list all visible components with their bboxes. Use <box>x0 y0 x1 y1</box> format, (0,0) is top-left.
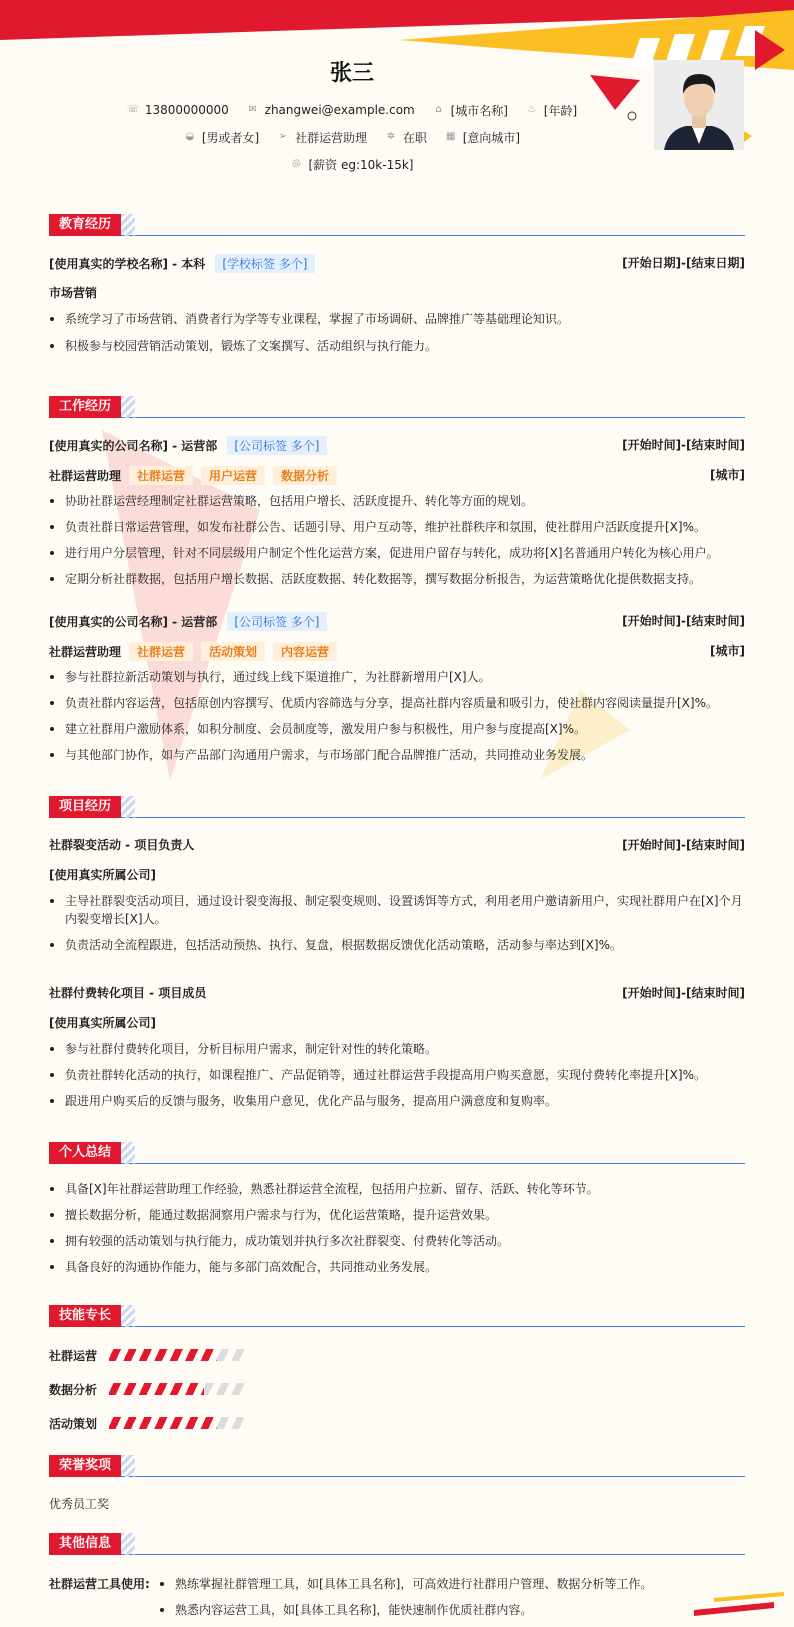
skill-row <box>49 1381 745 1397</box>
skill-name: 活动策划 <box>49 1417 98 1431</box>
section-header <box>49 1455 745 1477</box>
gender-item <box>184 129 259 146</box>
list-item: 参与社群付费转化项目，分析目标用户需求，制定针对性的转化策略。 <box>49 1040 745 1058</box>
honor-text: 优秀员工奖 <box>49 1497 110 1511</box>
list-item: 建立社群用户激励体系，如积分制度、会员制度等，激发用户参与积极性，用户参与度提高[X]%。 <box>49 720 745 738</box>
skills-section <box>49 1305 745 1431</box>
skill-row <box>49 1347 745 1363</box>
contact-row-1 <box>0 101 704 119</box>
section-title: 其他信息 <box>49 1533 121 1555</box>
list-item: 负责活动全流程跟进，包括活动预热、执行、复盘，根据数据反馈优化活动策略，活动参与率达到[X]%。 <box>49 936 745 954</box>
salary-item <box>291 156 414 173</box>
list-item: 擅长数据分析，能通过数据洞察用户需求与行为，优化运营策略，提升运营效果。 <box>49 1206 745 1224</box>
skill-name: 社群运营 <box>49 1349 98 1363</box>
target-city-text: [意向城市] <box>462 130 521 145</box>
age-text: [年龄] <box>543 103 578 118</box>
building-icon: ▦ <box>446 131 456 142</box>
skill-tag: 用户运营 <box>201 466 265 485</box>
list-item: 负责社群内容运营，包括原创内容撰写、优质内容筛选与分享，提高社群内容质量和吸引力，使社群内容阅读量提升[X]%。 <box>49 694 745 712</box>
list-item: 熟悉内容运营工具，如[具体工具名称]，能快速制作优质社群内容。 <box>159 1601 745 1619</box>
list-item: 积极参与校园营销活动策划，锻炼了文案撰写、活动组织与执行能力。 <box>49 337 745 355</box>
home-icon: ⌂ <box>435 104 442 115</box>
project-row <box>49 836 745 853</box>
phone-text: 13800000000 <box>144 103 229 117</box>
project-dates: [开始时间]-[结束时间] <box>622 838 745 852</box>
skill-row <box>49 1415 745 1431</box>
section-header <box>49 796 745 818</box>
other-list <box>159 1575 745 1619</box>
list-item: 负责社群转化活动的执行，如课程推广、产品促销等，通过社群运营手段提高用户购买意愿，实现付费转化率提升[X]%。 <box>49 1066 745 1084</box>
project-list <box>49 1040 745 1110</box>
list-item: 负责社群日常运营管理，如发布社群公告、话题引导、用户互动等，维护社群秩序和氛围，使社群用户活跃度提升[X]%。 <box>49 518 745 536</box>
section-title: 荣誉奖项 <box>49 1455 121 1477</box>
company-name: [使用真实的公司名称] - 运营部 <box>49 615 218 629</box>
list-item: 系统学习了市场营销、消费者行为学等专业课程，掌握了市场调研、品牌推广等基础理论知识。 <box>49 310 745 328</box>
city-item <box>433 102 508 119</box>
project-name: 社群裂变活动 - 项目负责人 <box>49 838 195 852</box>
section-title-stripes <box>121 1305 135 1327</box>
school-name: [使用真实的学校名称] - 本科 <box>49 257 206 271</box>
section-title-stripes <box>121 214 135 236</box>
avatar <box>654 60 744 150</box>
email-item <box>247 103 415 117</box>
school-row <box>49 254 745 273</box>
company-tag: [公司标签 多个] <box>227 436 326 455</box>
project-dates: [开始时间]-[结束时间] <box>622 986 745 1000</box>
project-org: [使用真实所属公司] <box>49 868 156 882</box>
role-name: 社群运营助理 <box>49 645 122 659</box>
job-list <box>49 492 745 588</box>
list-item: 进行用户分层管理，针对不同层级用户制定个性化运营方案，促进用户留存与转化，成功将[X]名普通用户转化为核心用户。 <box>49 544 745 562</box>
section-title-stripes <box>121 396 135 418</box>
summary-list <box>49 1180 745 1276</box>
section-header <box>49 396 745 418</box>
company-row <box>49 612 745 631</box>
list-item: 协助社群运营经理制定社群运营策略，包括用户增长、活跃度提升、转化等方面的规划。 <box>49 492 745 510</box>
section-title: 个人总结 <box>49 1142 121 1164</box>
section-header <box>49 214 745 236</box>
section-title: 技能专长 <box>49 1305 121 1327</box>
education-dates: [开始日期]-[结束日期] <box>622 256 745 270</box>
section-title-stripes <box>121 796 135 818</box>
role-row <box>49 466 745 485</box>
work-section <box>49 396 745 762</box>
job-city: [城市] <box>710 644 745 658</box>
job-list <box>49 668 745 764</box>
company-tag: [公司标签 多个] <box>227 612 326 631</box>
school-tag: [学校标签 多个] <box>215 254 314 273</box>
position-item <box>277 129 367 146</box>
list-item: 跟进用户购买后的反馈与服务，收集用户意见，优化产品与服务，提高用户满意度和复购率。 <box>49 1092 745 1110</box>
section-title: 项目经历 <box>49 796 121 818</box>
honors-section <box>49 1455 745 1511</box>
email-text: zhangwei@example.com <box>264 103 415 117</box>
section-title-stripes <box>121 1142 135 1164</box>
phone-item <box>127 103 229 117</box>
section-title: 工作经历 <box>49 396 121 418</box>
list-item: 定期分析社群数据，包括用户增长数据、活跃度数据、转化数据等，撰写数据分析报告，为运营策略优化提供数据支持。 <box>49 570 745 588</box>
age-item <box>526 102 577 119</box>
skill-bar-fill <box>109 1417 217 1429</box>
candidate-name: 张三 <box>329 61 374 86</box>
job-dates: [开始时间]-[结束时间] <box>622 614 745 628</box>
list-item: 熟练掌握社群管理工具，如[具体工具名称]，可高效进行社群用户管理、数据分析等工作。 <box>159 1575 745 1593</box>
major: 市场营销 <box>49 286 98 300</box>
money-icon: ◎ <box>292 158 301 169</box>
phone-icon: ☏ <box>126 104 140 115</box>
skill-tag: 活动策划 <box>201 642 265 661</box>
skill-tag: 社群运营 <box>129 642 193 661</box>
project-list <box>49 892 745 954</box>
education-list <box>49 310 745 355</box>
list-item: 具备良好的沟通协作能力，能与多部门高效配合，共同推动业务发展。 <box>49 1258 745 1276</box>
skill-name: 数据分析 <box>49 1383 98 1397</box>
list-item: 参与社群拉新活动策划与执行，通过线上线下渠道推广，为社群新增用户[X]人。 <box>49 668 745 686</box>
status-item <box>385 129 427 146</box>
company-name: [使用真实的公司名称] - 运营部 <box>49 439 218 453</box>
other-label: 社群运营工具使用: <box>49 1577 150 1591</box>
status-text: 在职 <box>402 130 427 145</box>
job-city: [城市] <box>710 468 745 482</box>
skill-bar-fill <box>109 1383 204 1395</box>
city-text: [城市名称] <box>450 103 508 118</box>
project-row <box>49 984 745 1001</box>
skill-bar-fill <box>109 1349 217 1361</box>
role-name: 社群运营助理 <box>49 469 122 483</box>
section-header <box>49 1142 745 1164</box>
project-org: [使用真实所属公司] <box>49 1016 156 1030</box>
section-header <box>49 1305 745 1327</box>
contact-row-3 <box>0 155 704 173</box>
role-row <box>49 642 745 661</box>
summary-section <box>49 1142 745 1274</box>
list-item: 具备[X]年社群运营助理工作经验，熟悉社群运营全流程，包括用户拉新、留存、活跃、转化等环节。 <box>49 1180 745 1198</box>
job-dates: [开始时间]-[结束时间] <box>622 438 745 452</box>
contact-row-2 <box>0 128 704 146</box>
section-title-stripes <box>121 1533 135 1555</box>
skill-tag: 内容运营 <box>273 642 337 661</box>
position-text: 社群运营助理 <box>295 130 368 145</box>
send-icon: ➢ <box>278 131 288 142</box>
education-section <box>49 214 745 353</box>
cake-icon: ♨ <box>527 104 537 115</box>
gender-icon: ◒ <box>185 131 195 142</box>
gender-text: [男或者女] <box>201 130 260 145</box>
other-section <box>49 1533 745 1617</box>
company-row <box>49 436 745 455</box>
list-item: 与其他部门协作，如与产品部门沟通用户需求，与市场部门配合品牌推广活动，共同推动业务发展。 <box>49 746 745 764</box>
skill-tag: 社群运营 <box>129 466 193 485</box>
email-icon: ✉ <box>248 104 257 115</box>
salary-text: [薪资 eg:10k-15k] <box>308 157 414 172</box>
status-icon: ✲ <box>386 131 396 142</box>
target-city-item <box>445 129 520 146</box>
section-title-stripes <box>121 1455 135 1477</box>
project-name: 社群付费转化项目 - 项目成员 <box>49 986 207 1000</box>
skill-tag: 数据分析 <box>273 466 337 485</box>
section-header <box>49 1533 745 1555</box>
list-item: 主导社群裂变活动项目，通过设计裂变海报、制定裂变规则、设置诱饵等方式，利用老用户邀请新用户，实现社群用户在[X]个月内裂变增长[X]人。 <box>49 892 745 928</box>
list-item: 拥有较强的活动策划与执行能力，成功策划并执行多次社群裂变、付费转化等活动。 <box>49 1232 745 1250</box>
section-title: 教育经历 <box>49 214 121 236</box>
projects-section <box>49 796 745 1108</box>
